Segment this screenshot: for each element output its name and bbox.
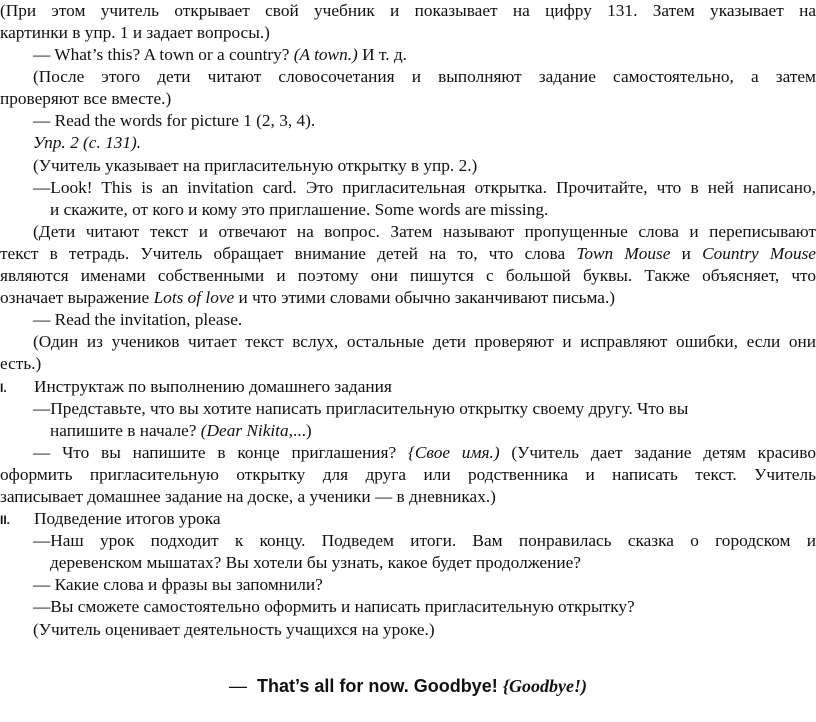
text-line: — Read the invitation, please.: [33, 310, 243, 329]
closing-dash: —: [229, 676, 248, 696]
text-line: —Представьте, что вы хотите написать пригласительную открытку своему другу. Что вы: [33, 399, 689, 418]
section-number: II.: [0, 513, 11, 527]
text-line: [0, 44, 816, 66]
section-number: I.: [0, 381, 7, 395]
text-line: и скажите, от кого и кому это приглашение. Some words are missing.: [50, 200, 549, 219]
text-line: записывает домашнее задание на доске, а ученики — в дневниках.): [0, 487, 496, 506]
text-line: [0, 287, 816, 309]
text-line: (Учитель указывает на пригласительную открытку в упр. 2.): [33, 156, 478, 175]
closing-line: [0, 676, 816, 698]
line-part: (Учитель дает задание детям красиво: [511, 443, 816, 462]
line-part: и что этими словами обычно заканчивают письма.): [238, 288, 616, 307]
answer-italic: (A town.): [293, 45, 358, 64]
line-part: напишите в начале?: [50, 421, 197, 440]
section-heading: [0, 376, 816, 400]
line-part: И т. д.: [362, 45, 407, 64]
text-line: [0, 420, 816, 442]
line-part: — What’s this? A town or a country?: [33, 45, 290, 64]
closing-response: {Goodbye!): [502, 676, 587, 696]
text-line: (Учитель оценивает деятельность учащихся на уроке.): [33, 620, 435, 639]
line-part: означает выражение: [0, 288, 150, 307]
term-italic: Country Mouse: [702, 244, 816, 263]
line-part: текст в тетрадь. Учитель обращает внимание детей на то, что слова: [0, 244, 566, 263]
answer-italic: (Dear Nikita: [200, 421, 289, 440]
text-line: —Look! This is an invitation card. Это пригласительная открытка. Прочитайте, что в ней написано,: [33, 178, 816, 197]
text-line: картинки в упр. 1 и задает вопросы.): [0, 23, 270, 42]
term-italic: Town Mouse: [576, 244, 671, 263]
closing-phrase: That’s all for now. Goodbye!: [257, 676, 498, 696]
text-line: являются именами собственными и поэтому они пишутся с большой буквы. Также объясняет, что: [0, 266, 816, 285]
answer-italic: {Свое имя.): [407, 443, 500, 462]
text-line: —Вы сможете самостоятельно оформить и написать пригласительную открытку?: [33, 597, 635, 616]
line-part: и: [681, 244, 691, 263]
text-line: есть.): [0, 354, 42, 373]
text-line: — Read the words for picture 1 (2, 3, 4).: [33, 111, 316, 130]
exercise-heading: Упр. 2 (с. 131).: [33, 133, 142, 152]
term-italic: Lots of love: [153, 288, 235, 307]
text-line: проверяют все вместе.): [0, 89, 172, 108]
line-part: ,...): [288, 421, 312, 440]
line-part: — Что вы напишите в конце приглашения?: [33, 443, 397, 462]
section-title: Инструктаж по выполнению домашнего задания: [34, 377, 392, 396]
text-line: оформить пригласительную открытку для друга или родственника и написать текст. Учитель: [0, 465, 816, 484]
section-title: Подведение итогов урока: [34, 509, 221, 528]
text-line: (Дети читают текст и отвечают на вопрос. Затем называют пропущенные слова и переписывают: [33, 222, 816, 241]
text-line: (При этом учитель открывает свой учебник и показывает на цифру 131. Затем указывает на: [0, 1, 816, 20]
section-heading: [0, 508, 816, 532]
text-line: деревенском мышатах? Вы хотели бы узнать, какое будет продолжение?: [50, 553, 581, 572]
text-line: —Наш урок подходит к концу. Подведем итоги. Вам понравилась сказка о городском и: [33, 531, 816, 550]
text-line: — Какие слова и фразы вы запомнили?: [33, 575, 323, 594]
text-line: [0, 442, 816, 464]
text-line: (После этого дети читают словосочетания и выполняют задание самостоятельно, а затем: [33, 67, 816, 86]
text-line: [0, 243, 816, 265]
text-line: (Один из учеников читает текст вслух, остальные дети проверяют и исправляют ошибки, если они: [33, 332, 816, 351]
